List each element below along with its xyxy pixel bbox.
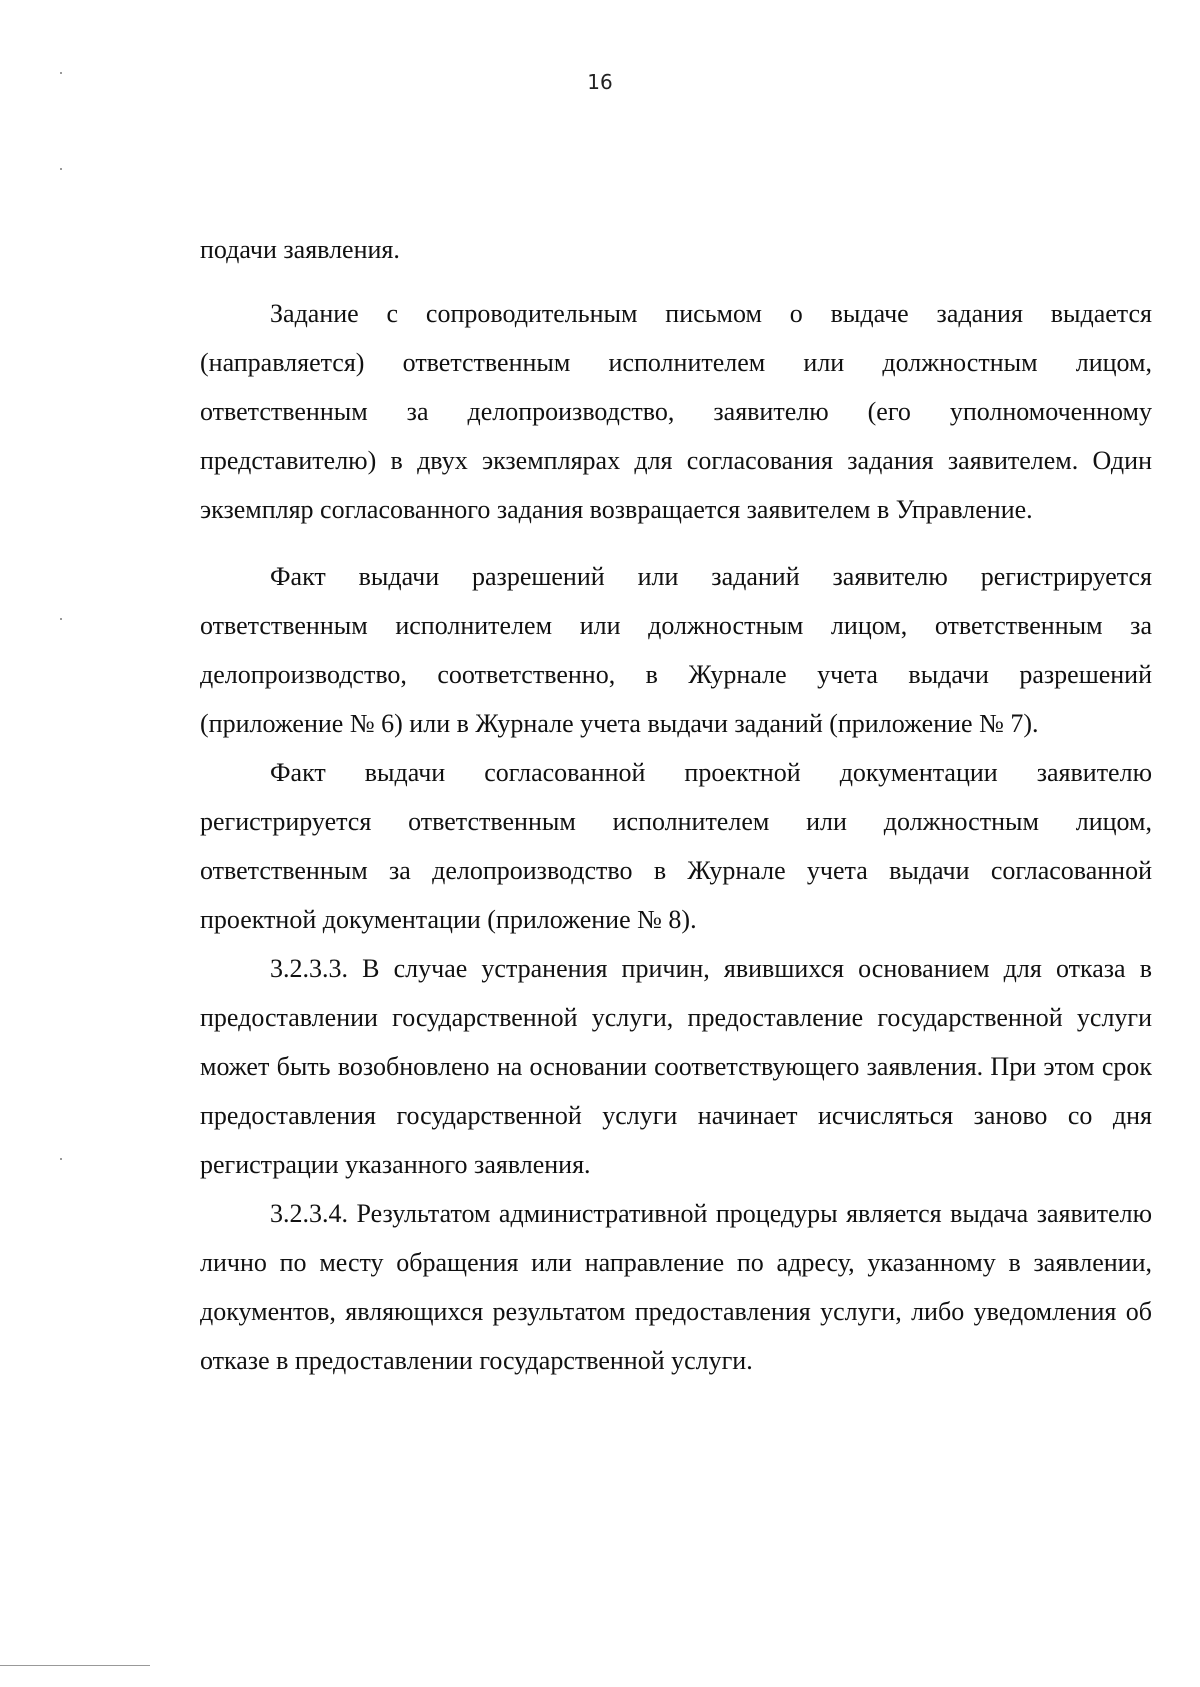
paragraph-task-issuance: Задание с сопроводительным письмом о выдаче задания выдается (направляется) ответственным исполнителем или должностным лицом, ответственным за делопроизводство, заявителю (его уполномоченному представителю) в двух экземплярах для согласования задания заявителем. Один экземпляр согласованного задания возвращается заявителем в Управление. [200, 299, 1152, 524]
scan-mark-3 [60, 618, 62, 620]
scan-mark-4 [60, 1158, 62, 1160]
scan-mark-5 [0, 1665, 150, 1666]
paragraph-continuation: подачи заявления. [200, 235, 400, 264]
paragraph-3-2-3-3: 3.2.3.3. В случае устранения причин, явившихся основанием для отказа в предоставлении государственной услуги, предоставление государственной услуги может быть возобновлено на основании соответствующего заявления. При этом срок предоставления государственной услуги начинает исчисляться заново со дня регистрации указанного заявления. [200, 954, 1152, 1179]
paragraph-project-docs-registration: Факт выдачи согласованной проектной документации заявителю регистрируется ответственным исполнителем или должностным лицом, ответственным за делопроизводство в Журнале учета выдачи согласованной проектной документации (приложение № 8). [200, 758, 1152, 934]
paragraph-permit-registration: Факт выдачи разрешений или заданий заявителю регистрируется ответственным исполнителем или должностным лицом, ответственным за делопроизводство, соответственно, в Журнале учета выдачи разрешений (приложение № 6) или в Журнале учета выдачи заданий (приложение № 7). [200, 562, 1152, 738]
paragraph-3-2-3-4: 3.2.3.4. Результатом административной процедуры является выдача заявителю лично по месту обращения или направление по адресу, указанному в заявлении, документов, являющихся результатом предоставления услуги, либо уведомления об отказе в предоставлении государственной услуги. [200, 1199, 1152, 1375]
scan-mark-2 [60, 168, 62, 170]
page-number: 16 [587, 70, 613, 94]
document-body [200, 225, 1152, 1385]
